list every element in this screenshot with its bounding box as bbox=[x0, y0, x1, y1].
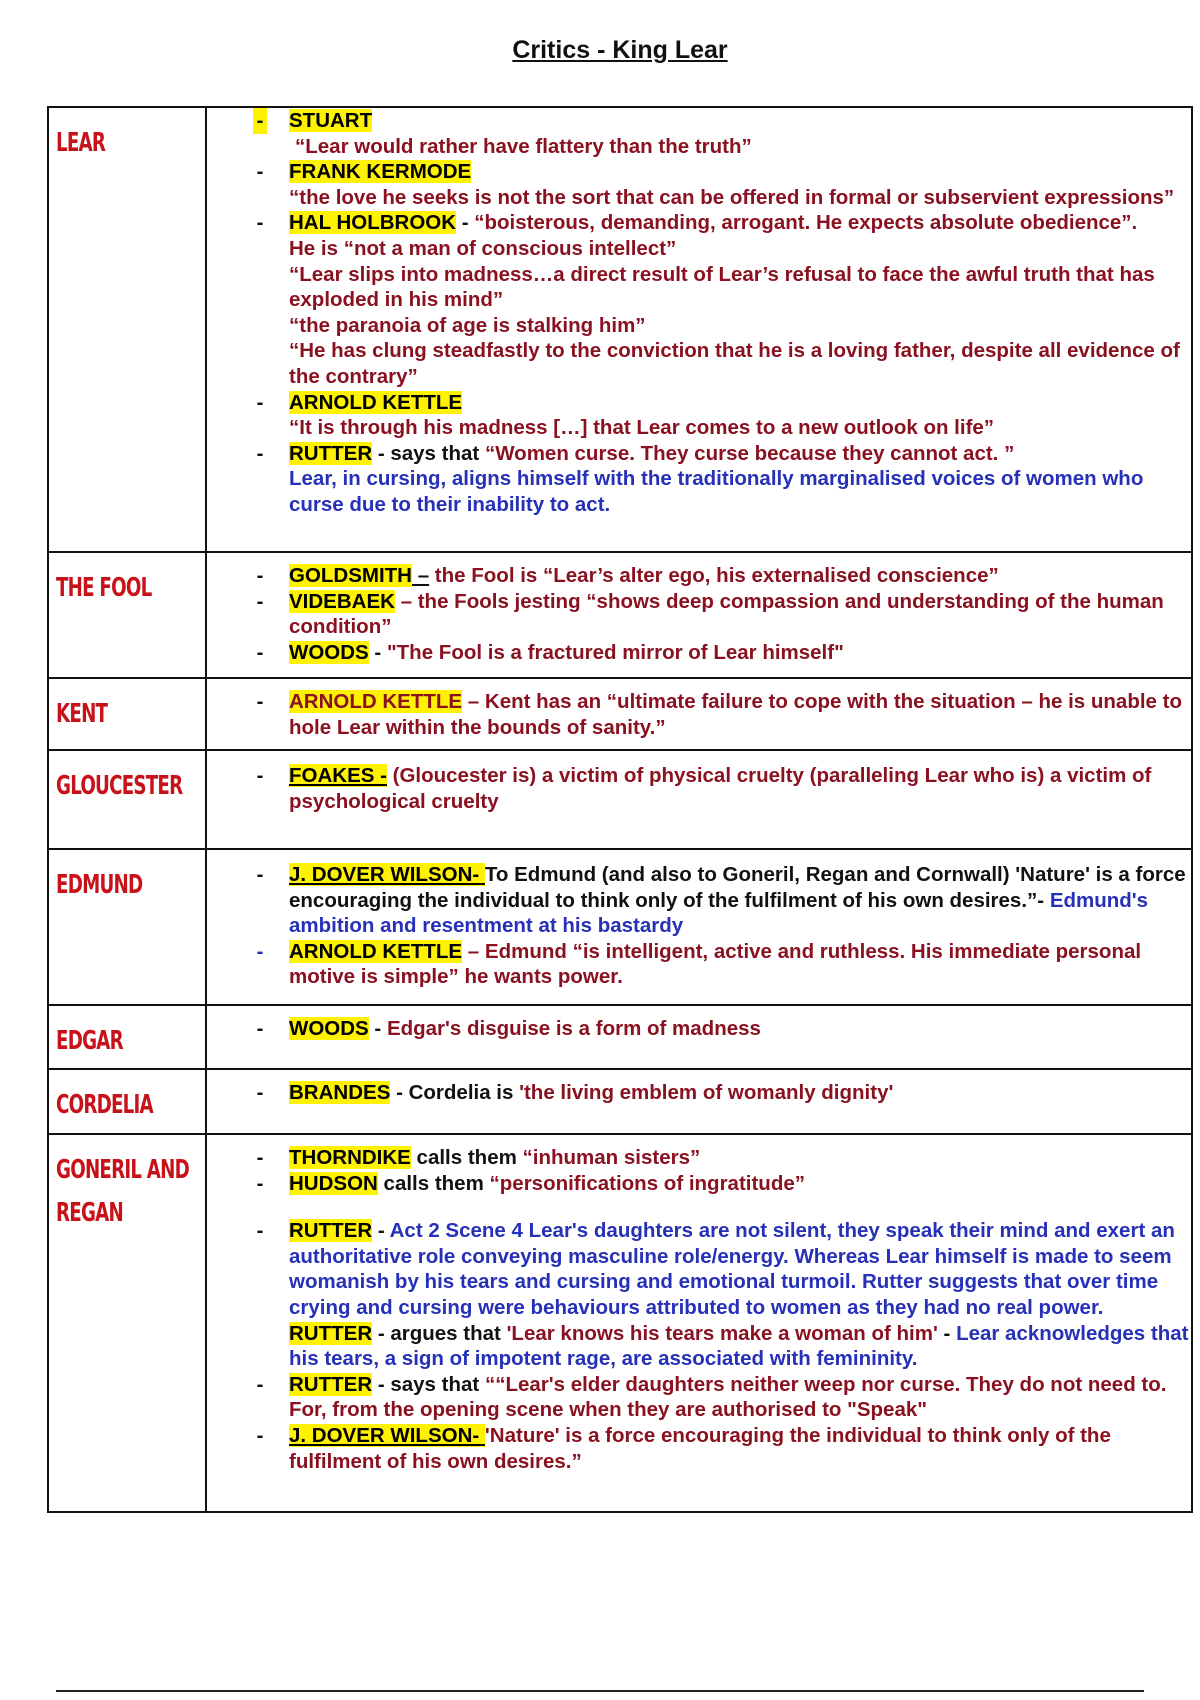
row-kent bbox=[48, 678, 1192, 750]
critic-entry-stuart bbox=[207, 108, 1191, 159]
bullet-icon: - bbox=[256, 863, 264, 886]
character-name: THE FOOL bbox=[56, 573, 152, 603]
critic-verb: calls them bbox=[377, 1171, 490, 1195]
critic-quote: Edgar's disguise is a form of madness bbox=[386, 1017, 761, 1040]
critic-entry-rutter bbox=[207, 441, 1191, 518]
critic-verb: calls them bbox=[410, 1146, 523, 1169]
bullet-icon: - bbox=[256, 1423, 264, 1447]
critic-name: RUTTER bbox=[289, 1372, 373, 1396]
critic-quote: “inhuman sisters” bbox=[522, 1146, 701, 1169]
character-cell-edgar bbox=[48, 1005, 206, 1069]
critic-name: FRANK KERMODE bbox=[289, 160, 472, 184]
bullet-icon: - bbox=[253, 108, 267, 134]
critic-quote: – Kent has an “ultimate failure to cope with the situation – he is unable to hole Lear within the bounds of sanity.” bbox=[289, 690, 1182, 739]
character-name: CORDELIA bbox=[56, 1090, 153, 1120]
character-cell-edmund bbox=[48, 849, 206, 1005]
critic-quote: – the Fools jesting “shows deep compassion and understanding of the human condition” bbox=[289, 589, 1164, 639]
critic-note: Edmund's ambition and resentment at his bastardy bbox=[289, 888, 1149, 938]
character-cell-gloucester bbox=[48, 750, 206, 849]
bullet-icon: - bbox=[256, 589, 264, 613]
bullet-icon: - bbox=[256, 939, 264, 963]
critic-quote: He is “not a man of conscious intellect” bbox=[289, 236, 677, 260]
character-cell-fool bbox=[48, 552, 206, 678]
critic-name: RUTTER bbox=[289, 1219, 373, 1243]
critic-quote: “He has clung steadfastly to the conviction that he is a loving father, despite all evidence of the contrary” bbox=[289, 339, 1180, 388]
critic-quote: “the love he seeks is not the sort that can be offered in formal or subservient expressions” bbox=[289, 185, 1175, 209]
critic-name: J. DOVER WILSON- bbox=[289, 863, 485, 886]
character-name-line1: GONERIL AND bbox=[56, 1155, 190, 1185]
row-edmund bbox=[48, 849, 1192, 1005]
critic-name: ARNOLD KETTLE bbox=[289, 390, 463, 414]
bullet-icon: - bbox=[256, 690, 264, 713]
critic-name: WOODS bbox=[289, 1017, 369, 1040]
critic-quote: “Lear would rather have flattery than the truth” bbox=[295, 134, 752, 158]
bullet-icon: - bbox=[256, 1171, 264, 1195]
critic-name: J. DOVER WILSON- bbox=[289, 1423, 485, 1447]
critics-cell-fool bbox=[206, 552, 1192, 678]
critic-entry-videbaek bbox=[207, 589, 1191, 640]
critic-name: FOAKES - bbox=[289, 764, 387, 787]
critic-entry-holbrook bbox=[207, 210, 1191, 389]
separator: - bbox=[372, 1219, 390, 1243]
critic-entry-rutter bbox=[207, 1218, 1191, 1372]
character-cell-goneril-regan bbox=[48, 1134, 206, 1512]
spacer bbox=[207, 1196, 1191, 1218]
critic-quote: the Fool is “Lear’s alter ego, his externalised conscience” bbox=[429, 564, 999, 587]
critic-entry-goldsmith bbox=[207, 563, 1191, 589]
critic-quote: 'Nature' is a force encouraging the individual to think only of the fulfilment of his own desires.” bbox=[289, 1423, 1111, 1473]
critics-cell-goneril-regan bbox=[206, 1134, 1192, 1512]
separator: - bbox=[456, 211, 475, 235]
critics-cell-edmund bbox=[206, 849, 1192, 1005]
critic-entry-kettle bbox=[207, 689, 1191, 740]
character-cell-kent bbox=[48, 678, 206, 750]
critics-cell-lear bbox=[206, 107, 1192, 552]
critics-cell-edgar bbox=[206, 1005, 1192, 1069]
separator: – bbox=[412, 564, 430, 587]
critic-name: BRANDES bbox=[289, 1081, 391, 1104]
row-goneril-regan bbox=[48, 1134, 1192, 1512]
critic-entry-dover-wilson bbox=[207, 862, 1191, 939]
critic-quote: “the paranoia of age is stalking him” bbox=[289, 313, 646, 337]
critic-entry-woods bbox=[207, 1016, 1191, 1042]
critic-verb: - says that bbox=[372, 1372, 485, 1396]
critic-entry-brandes bbox=[207, 1080, 1191, 1106]
critic-verb: - argues that bbox=[372, 1321, 507, 1345]
bullet-icon: - bbox=[256, 390, 264, 414]
critic-quote: – Edmund “is intelligent, active and ruthless. His immediate personal motive is simple” he wants power. bbox=[289, 939, 1142, 989]
critic-name: WOODS bbox=[289, 640, 369, 664]
critic-entry-rutter bbox=[207, 1372, 1191, 1423]
character-name: EDGAR bbox=[56, 1026, 123, 1056]
row-fool bbox=[48, 552, 1192, 678]
critic-name: HAL HOLBROOK bbox=[289, 211, 457, 235]
row-cordelia bbox=[48, 1069, 1192, 1134]
critic-name: RUTTER bbox=[289, 1321, 373, 1345]
character-cell-cordelia bbox=[48, 1069, 206, 1134]
separator: - bbox=[390, 1081, 409, 1104]
critic-name: ARNOLD KETTLE bbox=[289, 939, 463, 963]
bullet-icon: - bbox=[256, 640, 264, 664]
bullet-icon: - bbox=[256, 1372, 264, 1396]
critic-name: STUART bbox=[289, 109, 373, 132]
critic-quote: "The Fool is a fractured mirror of Lear himself" bbox=[386, 640, 844, 664]
critic-quote: “Women curse. They curse because they cannot act. ” bbox=[484, 441, 1015, 465]
bullet-icon: - bbox=[256, 211, 264, 235]
critic-quote: “boisterous, demanding, arrogant. He expects absolute obedience”. bbox=[474, 211, 1138, 235]
row-edgar bbox=[48, 1005, 1192, 1069]
page-title: Critics - King Lear bbox=[512, 36, 728, 64]
bullet-icon: - bbox=[256, 1219, 264, 1243]
critics-cell-kent bbox=[206, 678, 1192, 750]
character-name: KENT bbox=[56, 699, 108, 729]
critic-entry-kettle bbox=[207, 939, 1191, 990]
critic-quote: 'Lear knows his tears make a woman of him' bbox=[506, 1321, 938, 1345]
critic-entry-woods bbox=[207, 640, 1191, 666]
bullet-icon: - bbox=[256, 441, 264, 465]
character-name: EDMUND bbox=[56, 870, 143, 900]
character-name: GLOUCESTER bbox=[56, 771, 183, 801]
critic-name: GOLDSMITH bbox=[289, 564, 412, 587]
critics-cell-gloucester bbox=[206, 750, 1192, 849]
critic-note: Act 2 Scene 4 Lear's daughters are not silent, they speak their mind and exert an authoritative role conveying masculine role/energy. Whereas Lear himself is made to seem womanish by his tears and cursing and emotional turmoil. Rutter suggests that over time crying and cursing were behaviours attributed to women as they had no real power. bbox=[289, 1219, 1175, 1319]
bullet-icon: - bbox=[256, 764, 264, 787]
row-gloucester bbox=[48, 750, 1192, 849]
critic-note: Lear acknowledges that his tears, a sign of impotent rage, are associated with femininity. bbox=[289, 1321, 1189, 1371]
critic-entry-thorndike bbox=[207, 1145, 1191, 1171]
bullet-icon: - bbox=[256, 160, 264, 184]
character-name-line2: REGAN bbox=[56, 1198, 124, 1228]
critic-quote: “personifications of ingratitude” bbox=[489, 1171, 806, 1195]
bullet-icon: - bbox=[256, 564, 264, 587]
critic-quote: ““Lear's elder daughters neither weep nor curse. They do not need to. For, from the opening scene when they are authorised to "Speak" bbox=[289, 1372, 1167, 1422]
separator: - bbox=[1037, 888, 1050, 912]
critic-name: ARNOLD KETTLE bbox=[289, 690, 463, 713]
character-cell-lear bbox=[48, 107, 206, 552]
critics-table bbox=[47, 106, 1193, 1513]
critic-entry-hudson bbox=[207, 1171, 1191, 1197]
separator: - bbox=[368, 1017, 387, 1040]
row-lear bbox=[48, 107, 1192, 552]
critic-verb: - says that bbox=[372, 441, 485, 465]
separator: - bbox=[368, 640, 387, 664]
critic-entry-dover-wilson bbox=[207, 1423, 1191, 1474]
critic-note: Lear, in cursing, aligns himself with the traditionally marginalised voices of women who curse due to their inability to act. bbox=[289, 467, 1144, 516]
bullet-icon: - bbox=[256, 1081, 264, 1104]
critic-entry-foakes bbox=[207, 763, 1191, 814]
critic-entry-kettle bbox=[207, 390, 1191, 441]
critic-quote: “It is through his madness […] that Lear comes to a new outlook on life” bbox=[289, 416, 995, 440]
critic-quote: “Lear slips into madness…a direct result of Lear’s refusal to face the awful truth that has exploded in his mind” bbox=[289, 262, 1155, 312]
critics-cell-cordelia bbox=[206, 1069, 1192, 1134]
critic-name: HUDSON bbox=[289, 1171, 378, 1195]
critic-quote: 'the living emblem of womanly dignity' bbox=[519, 1081, 894, 1104]
critic-quote-lead: To Edmund (and also to Goneril, Regan and Cornwall) 'Nature' is a force encouraging the individual to think only of the fulfilment of his own desires.” bbox=[289, 863, 1186, 912]
critic-lead: Cordelia is bbox=[408, 1081, 520, 1104]
bullet-icon: - bbox=[256, 1017, 264, 1040]
bottom-rule bbox=[56, 1690, 1144, 1692]
critic-name: VIDEBAEK bbox=[289, 589, 395, 613]
bullet-icon: - bbox=[256, 1146, 264, 1169]
critic-entry-kermode bbox=[207, 159, 1191, 210]
character-name: LEAR bbox=[56, 128, 106, 158]
critic-name: RUTTER bbox=[289, 441, 373, 465]
critic-quote: (Gloucester is) a victim of physical cruelty (paralleling Lear who is) a victim of psychological cruelty bbox=[289, 764, 1152, 813]
separator: - bbox=[937, 1321, 957, 1345]
critic-name: THORNDIKE bbox=[289, 1146, 411, 1169]
